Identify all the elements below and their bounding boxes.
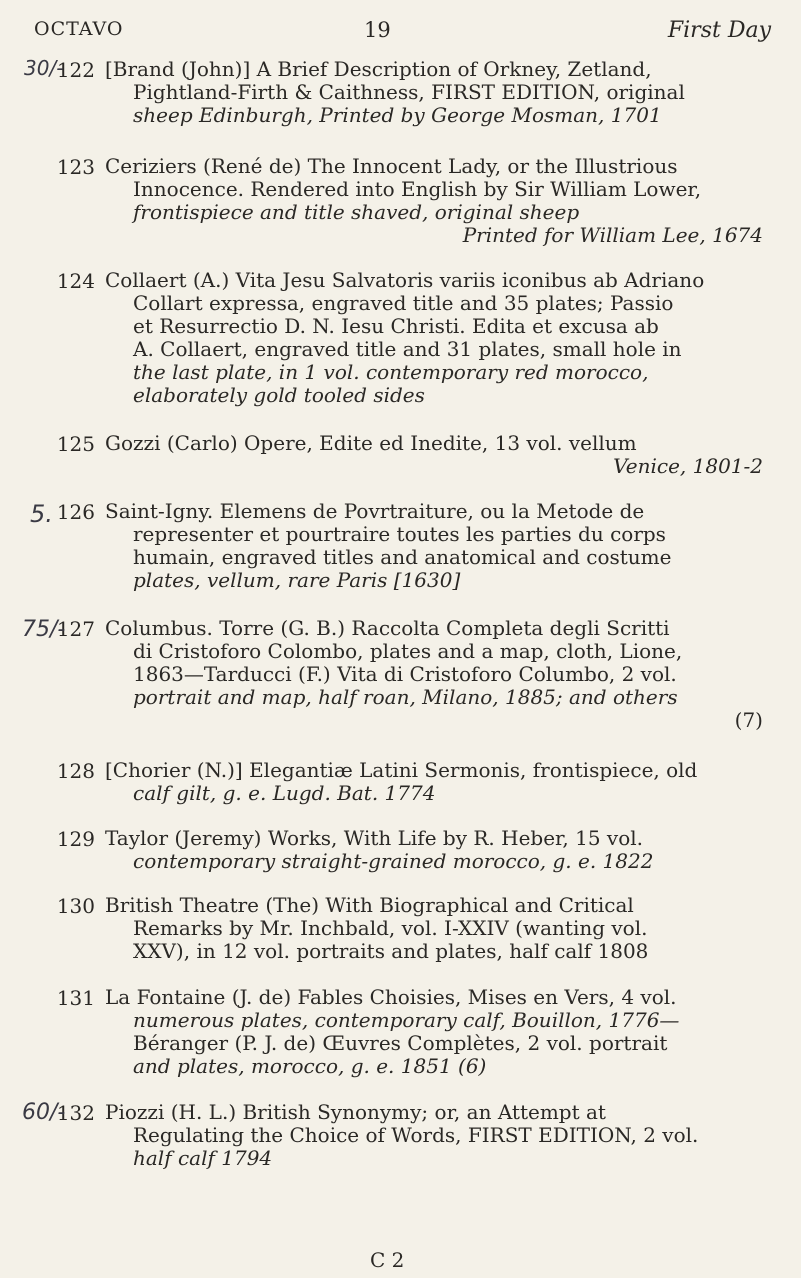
lot-number: 125	[56, 432, 95, 456]
desc-line: di Cristoforo Colombo, plates and a map, cloth, Lione,	[133, 639, 683, 663]
page-number: 19	[364, 18, 391, 42]
lot-number: 122	[56, 58, 95, 82]
desc-line: numerous plates, contemporary calf, Bouillon, 1776—	[133, 1008, 680, 1032]
price-annotation-127: 75/-	[22, 617, 66, 642]
desc-line: [Brand (John)] A Brief Description of Orkney, Zetland,	[105, 57, 652, 81]
desc-line: sheep Edinburgh, Printed by George Mosman, 1701	[133, 103, 662, 127]
desc-line: La Fontaine (J. de) Fables Choisies, Mises en Vers, 4 vol.	[105, 985, 677, 1009]
lot-number: 126	[56, 500, 95, 524]
desc-line: Ceriziers (René de) The Innocent Lady, or the Illustrious	[105, 154, 678, 178]
desc-line: portrait and map, half roan, Milano, 1885; and others	[133, 685, 678, 709]
desc-line: Regulating the Choice of Words, FIRST EDITION, 2 vol.	[133, 1123, 699, 1147]
desc-line: representer et pourtraire toutes les parties du corps	[133, 522, 666, 546]
lot-description	[105, 894, 765, 963]
desc-line: Piozzi (H. L.) British Synonymy; or, an Attempt at	[105, 1100, 606, 1124]
lot-number: 132	[56, 1101, 95, 1125]
desc-line: humain, engraved titles and anatomical and costume	[133, 545, 672, 569]
desc-line: Saint-Igny. Elemens de Povrtraiture, ou la Metode de	[105, 499, 645, 523]
lot-description	[105, 759, 765, 805]
price-annotation-126: 5.	[30, 500, 53, 528]
desc-line: Taylor (Jeremy) Works, With Life by R. Heber, 15 vol.	[105, 826, 644, 850]
desc-line: [Chorier (N.)] Elegantiæ Latini Sermonis, frontispiece, old	[105, 758, 698, 782]
desc-line: Béranger (P. J. de) Œuvres Complètes, 2 vol. portrait	[133, 1031, 668, 1055]
desc-line: plates, vellum, rare Paris [1630]	[133, 568, 461, 592]
lot-description	[105, 432, 765, 478]
signature-mark: C 2	[370, 1248, 405, 1272]
desc-line: Printed for William Lee, 1674	[462, 223, 763, 247]
lot-number: 124	[56, 269, 95, 293]
desc-line: Gozzi (Carlo) Opere, Edite ed Inedite, 13 vol. vellum	[105, 431, 637, 455]
desc-line: Venice, 1801-2	[613, 454, 763, 478]
lot-description	[105, 269, 765, 407]
desc-line: frontispiece and title shaved, original sheep	[133, 200, 580, 224]
desc-line: Columbus. Torre (G. B.) Raccolta Completa degli Scritti	[105, 616, 670, 640]
lot-number: 123	[56, 155, 95, 179]
lot-number: 131	[56, 986, 95, 1010]
lot-description	[105, 58, 765, 127]
price-annotation-132: 60/-	[22, 1100, 66, 1125]
page-header	[34, 18, 771, 46]
desc-line: Collaert (A.) Vita Jesu Salvatoris variis iconibus ab Adriano	[105, 268, 705, 292]
desc-line: calf gilt, g. e. Lugd. Bat. 1774	[133, 781, 436, 805]
desc-line: the last plate, in 1 vol. contemporary red morocco,	[133, 360, 649, 384]
desc-line: British Theatre (The) With Biographical and Critical	[105, 893, 634, 917]
desc-line: contemporary straight-grained morocco, g. e. 1822	[133, 849, 654, 873]
price-annotation-122: 30/-	[24, 56, 64, 80]
desc-line: and plates, morocco, g. e. 1851 (6)	[133, 1054, 487, 1078]
lot-description	[105, 155, 765, 247]
desc-line: half calf 1794	[133, 1146, 273, 1170]
lot-description	[105, 986, 765, 1078]
lot-number: 129	[56, 827, 95, 851]
header-format: OCTAVO	[34, 18, 124, 40]
desc-line: Collart expressa, engraved title and 35 plates; Passio	[133, 291, 674, 315]
desc-line: Innocence. Rendered into English by Sir William Lower,	[133, 177, 702, 201]
header-day: First Day	[667, 18, 771, 43]
desc-line: A. Collaert, engraved title and 31 plates, small hole in	[133, 337, 682, 361]
lot-description	[105, 827, 765, 873]
desc-line: et Resurrectio D. N. Iesu Christi. Edita et excusa ab	[133, 314, 659, 338]
desc-line: (7)	[734, 708, 763, 732]
desc-line: Pightland-Firth & Caithness, FIRST EDITION, original	[133, 80, 685, 104]
desc-line: XXV), in 12 vol. portraits and plates, half calf 1808	[133, 939, 649, 963]
desc-line: elaborately gold tooled sides	[133, 383, 425, 407]
lot-number: 127	[56, 617, 95, 641]
desc-line: 1863—Tarducci (F.) Vita di Cristoforo Columbo, 2 vol.	[133, 662, 677, 686]
lot-description	[105, 500, 765, 592]
lot-number: 128	[56, 759, 95, 783]
lot-description	[105, 1101, 765, 1170]
lot-description	[105, 617, 765, 732]
desc-line: Remarks by Mr. Inchbald, vol. I-XXIV (wanting vol.	[133, 916, 648, 940]
lot-number: 130	[56, 894, 95, 918]
